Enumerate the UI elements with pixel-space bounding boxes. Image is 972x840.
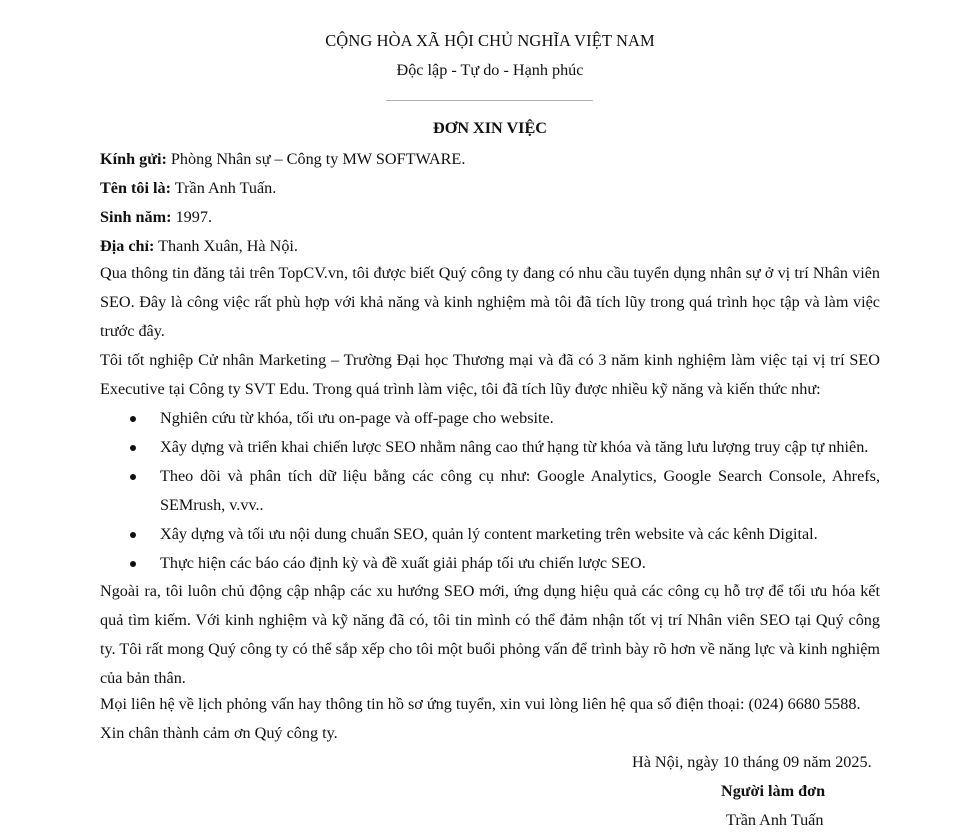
address-value: Thanh Xuân, Hà Nội. <box>154 237 298 255</box>
recipient-line <box>100 149 465 169</box>
signer-label: Người làm đơn <box>721 782 826 800</box>
name-value: Trần Anh Tuấn. <box>171 179 277 197</box>
skill-text: Nghiên cứu từ khóa, tối ưu on-page và off-page cho website. <box>160 409 554 427</box>
birth-year-label: Sinh năm: <box>100 208 172 226</box>
bullet-icon <box>130 532 136 538</box>
birth-year-value: 1997. <box>171 208 212 226</box>
skills-list <box>100 404 880 578</box>
intro-paragraph: Qua thông tin đăng tải trên TopCV.vn, tôi được biết Quý công ty đang có nhu cầu tuyển dụng nhân sự ở vị trí Nhân viên SEO. Đây là công việc rất phù hợp với khả năng và kinh nghiệm mà tôi đã tích lũy trong quá trình học tập và làm việc trước đây. <box>100 264 880 340</box>
signer-name: Trần Anh Tuấn <box>726 811 824 829</box>
national-motto: Độc lập - Tự do - Hạnh phúc <box>396 61 584 79</box>
place-date: Hà Nội, ngày 10 tháng 09 năm 2025. <box>632 753 872 771</box>
skill-text: Thực hiện các báo cáo định kỳ và đề xuất giải pháp tối ưu chiến lược SEO. <box>160 554 646 572</box>
recipient-value: Phòng Nhân sự – Công ty MW SOFTWARE. <box>166 150 466 168</box>
closing-line: Xin chân thành cảm ơn Quý công ty. <box>100 724 338 742</box>
national-title: CỘNG HÒA XÃ HỘI CHỦ NGHĨA VIỆT NAM <box>325 31 655 50</box>
experience-paragraph: Tôi tốt nghiệp Cử nhân Marketing – Trường Đại học Thương mại và đã có 3 năm kinh nghiệm làm việc tại vị trí SEO Executive tại Công ty SVT Edu. Trong quá trình làm việc, tôi đã tích lũy được nhiều kỹ năng và kiến thức như: <box>100 351 880 398</box>
skill-text: Theo dõi và phân tích dữ liệu bằng các công cụ như: Google Analytics, Google Search Console, Ahrefs, SEMrush, v.vv.. <box>160 467 880 514</box>
list-item <box>100 404 880 433</box>
contact-paragraph: Mọi liên hệ về lịch phỏng vấn hay thông tin hồ sơ ứng tuyển, xin vui lòng liên hệ qua số điện thoại: (024) 6680 5588. <box>100 695 861 713</box>
skill-text: Xây dựng và triển khai chiến lược SEO nhằm nâng cao thứ hạng từ khóa và tăng lưu lượng truy cập tự nhiên. <box>160 438 869 456</box>
name-line <box>100 178 276 198</box>
birth-year-line <box>100 207 212 227</box>
list-item <box>100 549 880 578</box>
bullet-icon <box>130 416 136 422</box>
address-label: Địa chỉ: <box>100 237 155 255</box>
list-item <box>100 462 880 520</box>
skill-text: Xây dựng và tối ưu nội dung chuẩn SEO, quản lý content marketing trên website và các kênh Digital. <box>160 525 818 543</box>
recipient-label: Kính gửi: <box>100 150 167 168</box>
list-item <box>100 520 880 549</box>
bullet-icon <box>130 474 136 480</box>
motivation-paragraph: Ngoài ra, tôi luôn chủ động cập nhập các xu hướng SEO mới, ứng dụng hiệu quả các công cụ hỗ trợ để tối ưu hóa kết quả tìm kiếm. Với kinh nghiệm và kỹ năng đã có, tôi tin mình có thể đảm nhận tốt vị trí Nhân viên SEO tại Quý công ty. Tôi rất mong Quý công ty có thể sắp xếp cho tôi một buổi phỏng vấn để trình bày rõ hơn về năng lực và kinh nghiệm của bản thân. <box>100 582 880 687</box>
bullet-icon <box>130 445 136 451</box>
bullet-icon <box>130 561 136 567</box>
list-item <box>100 433 880 462</box>
document-title: ĐƠN XIN VIỆC <box>433 119 547 137</box>
address-line <box>100 236 298 256</box>
name-label: Tên tôi là: <box>100 179 172 197</box>
header-divider <box>386 100 593 101</box>
